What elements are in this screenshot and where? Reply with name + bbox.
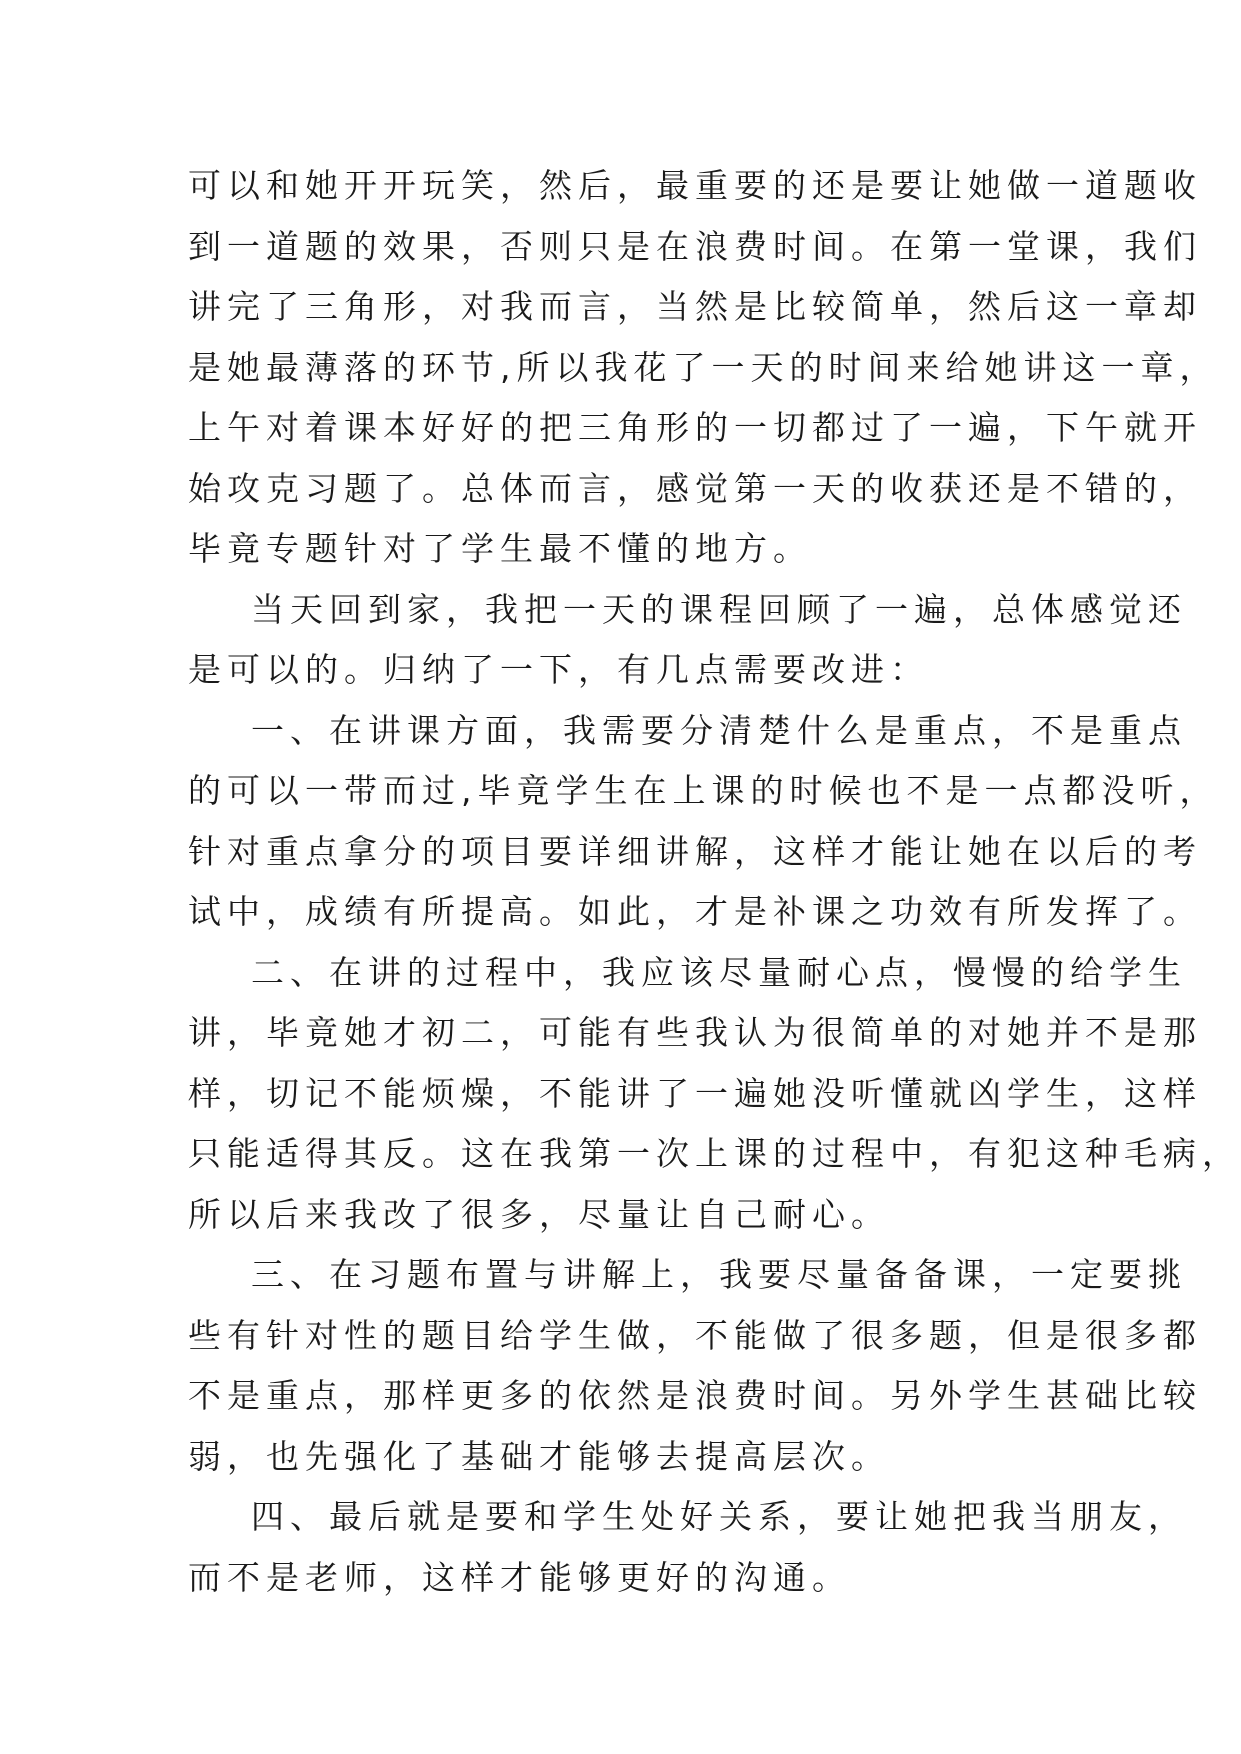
text-line: 讲，毕竟她才初二，可能有些我认为很简单的对她并不是那 bbox=[188, 1013, 1202, 1052]
text-line: 当天回到家，我把一天的课程回顾了一遍，总体感觉还 bbox=[251, 589, 1187, 629]
text-line: 是她最薄落的环节,所以我花了一天的时间来给她讲这一章， bbox=[188, 347, 1219, 387]
text-line: 三、在习题布置与讲解上，我要尽量备备课，一定要挑 bbox=[251, 1255, 1187, 1294]
text-line: 试中，成绩有所提高。如此，才是补课之功效有所发挥了。 bbox=[188, 892, 1202, 931]
text-line: 上午对着课本好好的把三角形的一切都过了一遍，下午就开 bbox=[188, 408, 1202, 447]
paragraph-5 bbox=[188, 1245, 1202, 1487]
paragraph-2 bbox=[188, 580, 1187, 701]
text-line: 样，切记不能烦燥，不能讲了一遍她没听懂就凶学生，这样 bbox=[188, 1073, 1202, 1113]
text-line: 些有针对性的题目给学生做，不能做了很多题，但是很多都 bbox=[188, 1315, 1202, 1355]
text-line: 二、在讲的过程中，我应该尽量耐心点，慢慢的给学生 bbox=[251, 952, 1187, 992]
text-line: 四、最后就是要和学生处好关系，要让她把我当朋友， bbox=[251, 1497, 1187, 1536]
text-line: 毕竟专题针对了学生最不懂的地方。 bbox=[188, 529, 812, 568]
paragraph-4 bbox=[188, 943, 1241, 1246]
text-line: 弱，也先强化了基础才能够去提高层次。 bbox=[188, 1436, 890, 1476]
paragraph-6 bbox=[188, 1487, 1187, 1608]
text-line: 一、在讲课方面，我需要分清楚什么是重点，不是重点 bbox=[251, 710, 1187, 750]
text-line: 的可以一带而过,毕竟学生在上课的时候也不是一点都没听， bbox=[188, 771, 1219, 810]
paragraph-3 bbox=[188, 701, 1219, 943]
text-line: 针对重点拿分的项目要详细讲解，这样才能让她在以后的考 bbox=[188, 831, 1202, 871]
text-line: 始攻克习题了。总体而言，感觉第一天的收获还是不错的， bbox=[188, 468, 1202, 508]
text-line: 到一道题的效果，否则只是在浪费时间。在第一堂课，我们 bbox=[188, 226, 1202, 266]
text-line: 讲完了三角形，对我而言，当然是比较简单，然后这一章却 bbox=[188, 287, 1202, 326]
text-line: 只能适得其反。这在我第一次上课的过程中，有犯这种毛病， bbox=[188, 1134, 1241, 1173]
text-line: 可以和她开开玩笑，然后，最重要的还是要让她做一道题收 bbox=[188, 166, 1202, 205]
text-line: 所以后来我改了很多，尽量让自己耐心。 bbox=[188, 1194, 890, 1234]
text-line: 而不是老师，这样才能够更好的沟通。 bbox=[188, 1557, 851, 1597]
text-line: 不是重点，那样更多的依然是浪费时间。另外学生甚础比较 bbox=[188, 1376, 1202, 1415]
text-line: 是可以的。归纳了一下，有几点需要改进： bbox=[188, 650, 929, 689]
paragraph-1 bbox=[188, 156, 1219, 580]
document-body bbox=[188, 156, 1241, 1608]
